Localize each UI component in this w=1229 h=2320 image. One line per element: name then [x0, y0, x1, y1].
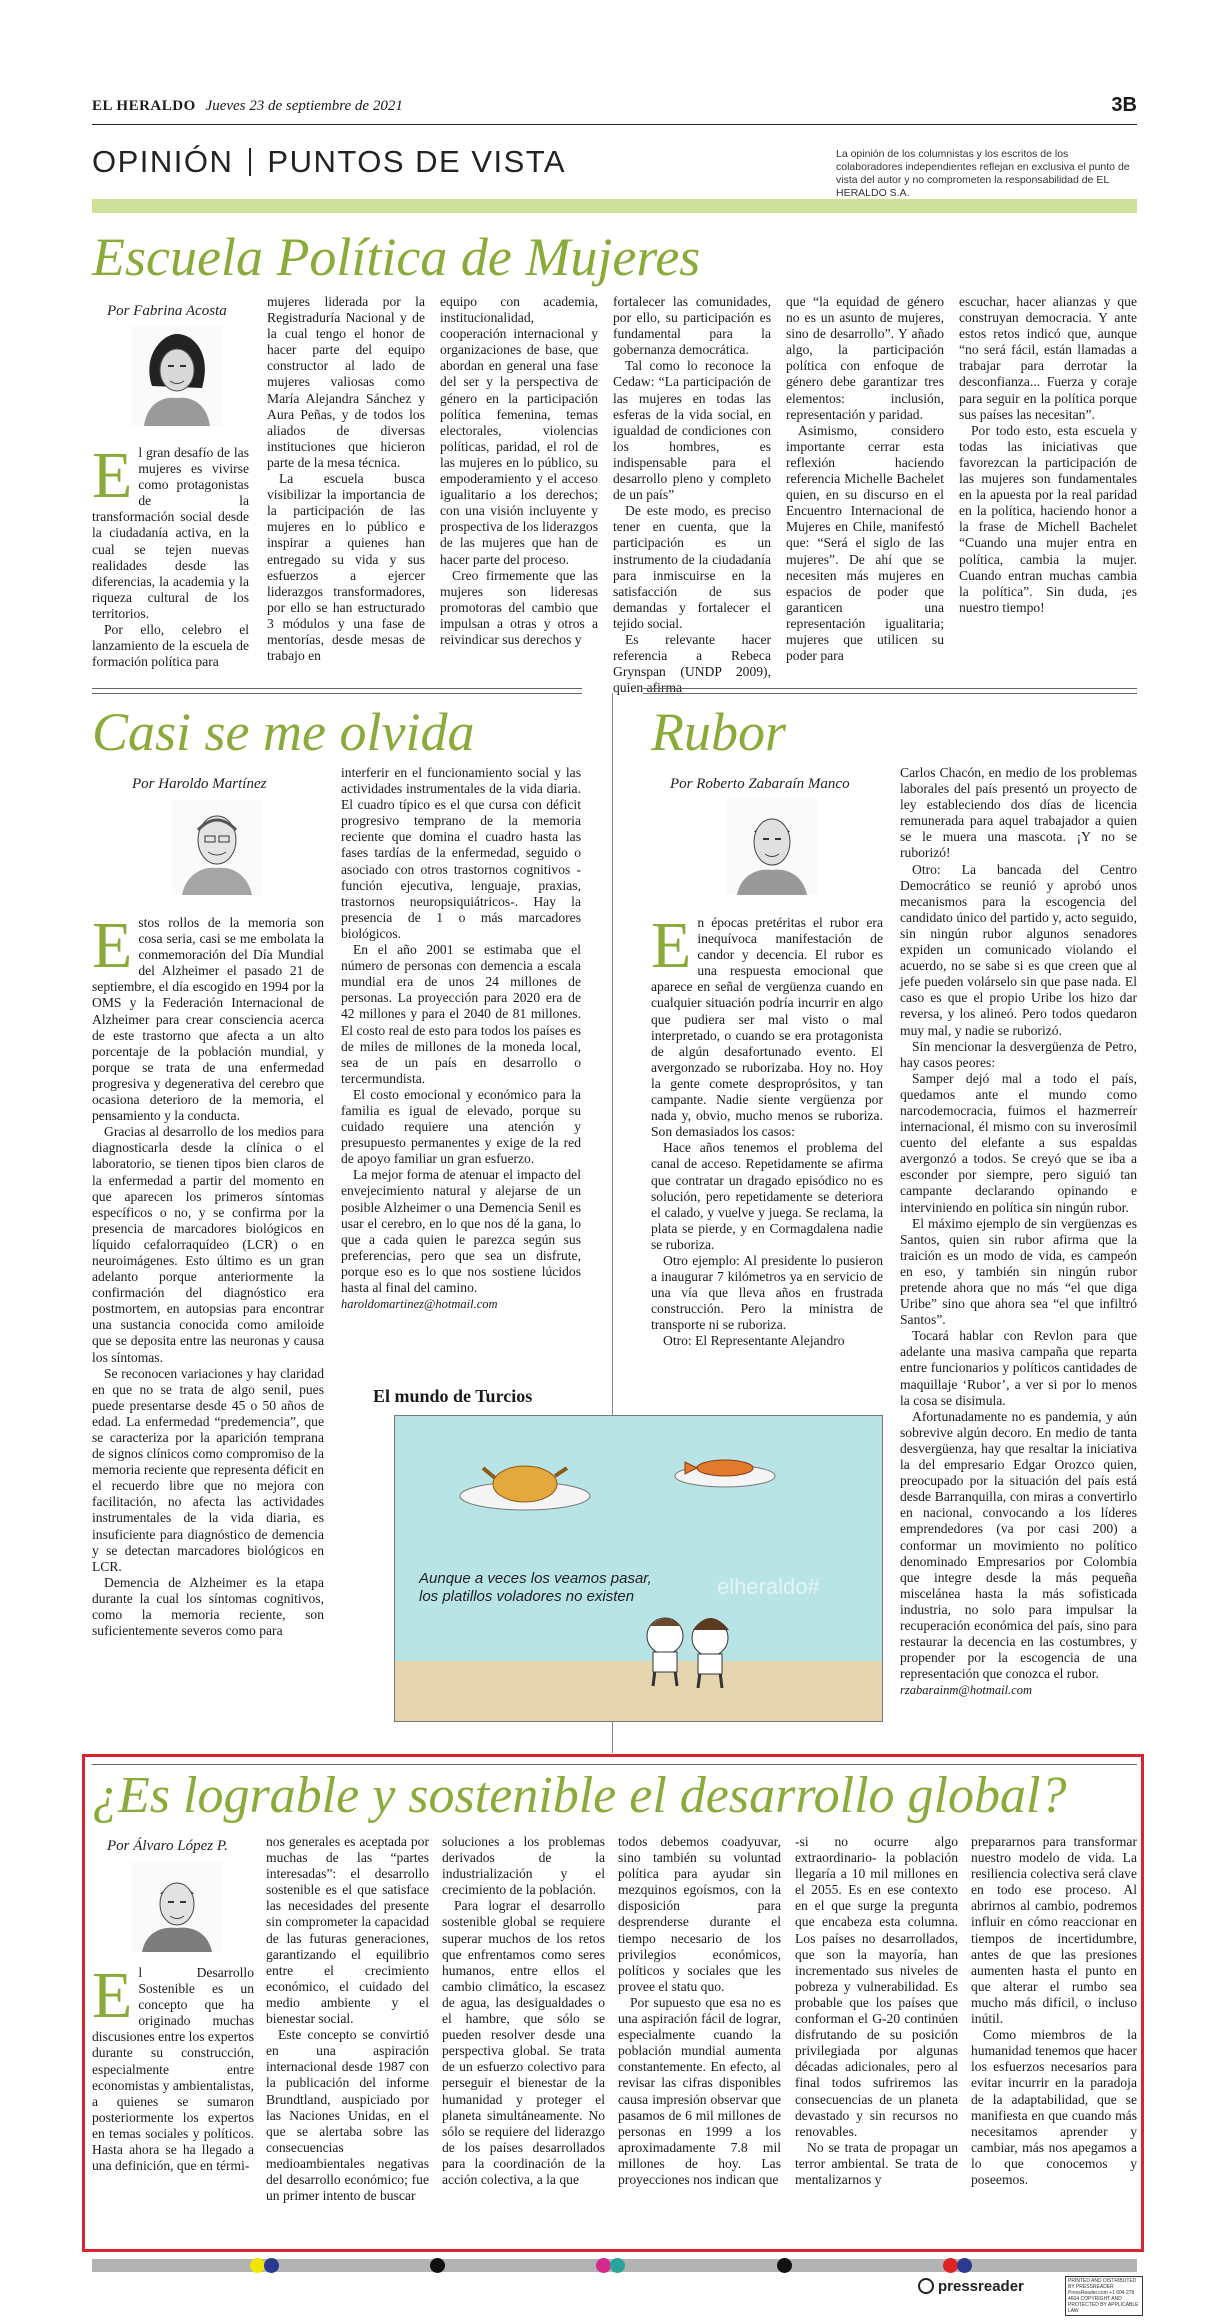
- article-1-column-3: [440, 294, 598, 655]
- paragraph: Hace años tenemos el problema del canal de acceso. Repetidamente se afirma que contratar un dragado episódico no es solución, pero repetidamente se deteriora el calado, y vuelve y juega. Se reclama, la plata se pierde, y en Cormagdalena nadie se ruboriza.: [651, 1140, 883, 1252]
- paragraph: Tal como lo reconoce la Cedaw: “La participación de las mujeres en todas las esferas de la vida social, en igualdad de condiciones con los hombres, es indispensable para el desarrollo pleno y completo de un país”: [613, 358, 771, 503]
- article-4-column-5: [795, 1834, 958, 2244]
- paragraph: Este concepto se convirtió en una aspiración internacional desde 1987 con la publicación del informe Brundtland, auspiciado por las Naciones Unidas, en el que se alertaba sobre las consecuencias medioambientales negativas del desarrollo económico; fue un primer intento de buscar: [266, 2027, 429, 2204]
- paragraph: Demencia de Alzheimer es la etapa durante la cual los síntomas cognitivos, como la memoria reciente, son suficientemente severos como para: [92, 1574, 324, 1639]
- paragraph: Por ello, celebro el lanzamiento de la escuela de formación política para: [92, 622, 249, 670]
- paragraph: Por todo esto, esta escuela y todas las iniciativas que favorezcan la participación de las mujeres son fundamentales en la apuesta por la real paridad en la política, haciendo honor a la frase de Michell Bachelet “Cuando una mujer entra en política, cambia la mujer. Cuando entran muchas cambia la política”. Sin duda, ¡es nuestro tiempo!: [959, 422, 1137, 615]
- paragraph: nos generales es aceptada por muchas de las “partes interesadas”: el desarrollo sostenible es el que satisface las necesidades del presente sin comprometer la capacidad de las futuras generaciones, garantizando el equilibrio entre el crecimiento económico, el cuidado del medio ambiente y el bienestar social.: [266, 1834, 429, 2027]
- paragraph: l gran desafío de las mujeres es vivirse como protagonistas de la transformación social desde la ciudadanía activa, en la cual se tejen nuevas realidades desde las diferencias, la academia y la riqueza cultural de los territorios.: [92, 445, 249, 621]
- article-4-headline: ¿Es lograble y sostenible el desarrollo global?: [92, 1767, 1067, 1824]
- masthead: [92, 94, 1137, 120]
- author-portrait-zabarain: [727, 798, 817, 895]
- paragraph: Gracias al desarrollo de los medios para diagnosticarla desde la clínica o el laboratorio, se tienen tipos bien claros de la enfermedad a partir del momento en que aparecen los primeros síntomas específicos o no, y se confirma por la presencia de marcadores biológicos en líquido cefalorraquídeo (LCR) o en neuroimágenes. Esto último es un gran adelanto porque anteriormente la confirmación del diagnóstico era postmortem, en autopsias para encontrar una sustancia conocida como amiloide que se deposita entre las neuronas y causa los síntomas.: [92, 1124, 324, 1365]
- paragraph: fortalecer las comunidades, por ello, su participación es fundamental para la gobernanza democrática.: [613, 294, 771, 358]
- registration-dot-cyan: [610, 2258, 625, 2273]
- drop-cap: E: [92, 909, 133, 982]
- paragraph: El máximo ejemplo de sin vergüenzas es Santos, quien sin rubor afirma que la traición es un modo de vida, es campeón en eso, y también sin ningún rubor pretende ahora que no más “el que diga Uribe” sino que ahora sea “el que infiltró Santos”.: [900, 1215, 1137, 1328]
- section-title: [92, 144, 566, 180]
- registration-dot-black-2: [777, 2258, 792, 2273]
- paragraph: Tocará hablar con Revlon para que adelante una masiva campaña que reparta entre funcionarios y políticos cantidades de maquillaje ‘Rubor’, a ver si por lo menos la cosa se disimula.: [900, 1328, 1137, 1408]
- paragraph: Otro: La bancada del Centro Democrático se reunió y aprobó unos mecanismos para la escogencia del candidato único del partido y, acto seguido, sin ningún rubor algunos senadores expiden un comunicado violando el acuerdo, no se sabe si es que creen que al jefe pueden volárselo sin que pase nada. El caso es que el propio Uribe los hizo dar reversa, y los alineó. Pero todos quedaron muy mal, y nadie se ruborizó.: [900, 861, 1137, 1038]
- registration-dot-black: [430, 2258, 445, 2273]
- paragraph: Se reconocen variaciones y hay claridad en que no se trata de algo senil, pues puede presentarse desde 45 o 50 años de edad. La enfermedad “predemencia”, que se caracteriza por la aparición temprana de signos clínicos como compromiso de la memoria reciente que representa déficit en el recuerdo libre que no mejora con facilitación, no afecta las actividades instrumentales de la vida diaria, es insuficiente para diagnóstico de demencia y se detectan marcadores biológicos en LCR.: [92, 1365, 324, 1574]
- article-2-column-1: [92, 909, 324, 1760]
- registration-dot-magenta: [596, 2258, 611, 2273]
- article-3-headline: Rubor: [651, 702, 786, 762]
- cartoon-watermark: elheraldo#: [717, 1574, 820, 1599]
- section-green-bar: [92, 199, 1137, 213]
- paragraph: Para lograr el desarrollo sostenible global se requiere superar muchos de los retos que enfrentamos como seres humanos, entre ellos el cambio climático, la escasez de agua, las desigualdades o el hambre, que sólo se pueden resolver desde una perspectiva global. Se trata de un esfuerzo colectivo para perseguir el bienestar de la humanidad y proteger el planeta simultáneamente. No sólo se requiere del liderazgo de los países desarrollados para la coordinación de la acción colectiva, a la que: [442, 1898, 605, 2187]
- paragraph: prepararnos para transformar nuestro modelo de vida. La resiliencia colectiva será clave en todo ese proceso. Al abrirnos al cambio, podremos influir en cómo reaccionar en tiempos de incertidumbre, antes de que las presiones aumenten hasta el punto en que alterar el rumbo sea mucho más difícil, o incluso inútil.: [971, 1834, 1137, 2027]
- article-4-byline: Por Álvaro López P.: [107, 1838, 228, 1854]
- paragraph: Como miembros de la humanidad tenemos que hacer los esfuerzos necesarios para evitar incurrir en la paradoja de la adaptabilidad, que se manifiesta en que cuando más necesitamos aprender y cambiar, más nos apegamos a lo que conocemos y poseemos.: [971, 2027, 1137, 2187]
- paragraph: Otro ejemplo: Al presidente lo pusieron a inaugurar 7 kilómetros ya en servicio de una vía que lleva años en frustrada construcción. Pero la ministra de transporte ni se ruboriza.: [651, 1252, 883, 1333]
- paragraph: -si no ocurre algo extraordinario- la población llegaría a 10 mil millones en el 2055. Es en ese contexto en el que surge la pregunta que encabeza esta columna. Los países no desarrollados, que son la mayoría, han incrementado sus niveles de pobreza y vulnerabilidad. Es probable que los países que conforman el G-20 continúen disfrutando de su posición privilegiada por algunas décadas adicionales, pero al final todos sufriremos las consecuencias de un planeta devastado y sin recursos no renovables.: [795, 1834, 958, 2139]
- paragraph: Creo firmemente que las mujeres son lideresas promotoras del cambio que impulsan a otras y otros a reivindicar sus derechos y: [440, 567, 598, 647]
- article-1-column-6: [959, 294, 1137, 655]
- article-1-column-5: [786, 294, 944, 664]
- article-3-column-2: [900, 765, 1137, 1760]
- article-2-headline: Casi se me olvida: [92, 702, 475, 762]
- cartoon-caption-line-1: Aunque a veces los veamos pasar,: [419, 1570, 652, 1587]
- issue-date: Jueves 23 de septiembre de 2021: [205, 98, 403, 114]
- author-portrait-martinez: [172, 800, 262, 895]
- paragraph: equipo con academia, institucionalidad, cooperación internacional y organizaciones de base, que abordan en general una fase del ser y la perspectiva de género en la participación política femenina, temas electorales, violencias políticas, paridad, el rol de las mujeres en lo público, su empoderamiento y el acceso igualitario a los derechos; con una visión incluyente y prospectiva de los liderazgos de las mujeres que han de hacer parte del proceso.: [440, 294, 598, 567]
- paper-name: EL HERALDO: [92, 98, 196, 114]
- paragraph: Otro: El Representante Alejandro: [663, 1333, 845, 1349]
- registration-dot-yellow: [250, 2258, 265, 2273]
- paragraph: La mejor forma de atenuar el impacto del envejecimiento natural y alejarse de un posible Alzheimer o una Demencia Senil es usar el cerebro, en lo que nos dé la gana, lo que a cada quien le parezca según sus preferencias, pero que sea un disfrute, porque eso es lo que nos sostiene lúcidos hasta al final del camino.: [341, 1167, 581, 1295]
- cartoon-caption-line-2: los platillos voladores no existen: [419, 1588, 635, 1605]
- pressreader-text: pressreader: [938, 2278, 1024, 2295]
- registration-dot-blue: [264, 2258, 279, 2273]
- disclaimer: La opinión de los columnistas y los escritos de los colaboradores independientes reflejan en exclusiva el punto de vista del autor y no comprometen la responsabilidad de EL HERALDO S.A.: [836, 148, 1130, 199]
- article-2-byline: Por Haroldo Martínez: [132, 776, 267, 792]
- paragraph: n épocas pretéritas el rubor era inequívoca manifestación de candor y decencia. El rubor es una respuesta emocional que aparece en señal de vergüenza cuando en cualquier situación podría incurrir en algo que pudiera ser mal visto o mal interpretado, o cuando se era protagonista de algún desafortunado evento. El avergonzado se ruborizaba. Hoy no. Hoy la gente comete desproprósitos, y tan campante. Nadie siente vergüenza por nada y, obvio, mucho menos se ruboriza. Son demasiados los casos:: [651, 915, 883, 1140]
- paragraph: Por supuesto que esa no es una aspiración fácil de lograr, especialmente cuando la población mundial aumenta constantemente. En efecto, al revisar las cifras disponibles causa impresión observar que pasamos de 6 mil millones de personas en 1999 a los aproximadamente 7.8 mil millones de hoy. Las proyecciones nos indican que: [618, 1994, 781, 2187]
- paragraph: Carlos Chacón, en medio de los problemas laborales del país presentó un proyecto de ley estableciendo dos días de licencia remunerada para aquel trabajador a quien se le muera una mascota. ¡Y no se ruborizó!: [900, 765, 1137, 861]
- paragraph: Afortunadamente no es pandemia, y aún sobrevive algún decoro. En medio de tanta desvergüenza, hay que resaltar la iniciativa la del empresario Edgar Orozco quien, preocupado por la situación del país está desde Barranquilla, con miras a convertirlo en nacional, convocando a los líderes emprendedores (va por casi 200) a conformar un movimiento no político denominado Empresarios por Colombia que integre desde la más pequeña miscelánea hasta la más sofisticada industria, no solo para impulsar la recuperación económica del país, sino para restaurar la decencia en las costumbres, y propender por la escogencia de una representación que conozca el rubor.: [900, 1408, 1137, 1682]
- paragraph: Samper dejó mal a todo el país, quedamos ante el mundo como narcodemocracia, fuimos el hazmerreír internacional, él mismo con su inverosímil cuento del elefante a sus espaldas avergonzó a todos. Se creyó que se iba a esconder por siempre, pero siguió tan campante declarando opinando e interviniendo en política sin ningún rubor.: [900, 1070, 1137, 1215]
- paragraph: l Desarrollo Sostenible es un concepto que ha originado muchas discusiones entre los expertos durante su construcción, especialmente entre economistas y ambientalistas, a quienes se sumaron posteriormente los expertos en temas sociales y políticos. Hasta ahora se ha llegado a una definición, que en térmi-: [92, 1965, 254, 2174]
- paragraph: Es relevante hacer referencia a Rebeca Grynspan (UNDP 2009), quien afirma: [613, 631, 771, 696]
- paragraph: El costo emocional y económico para la familia es igual de elevado, porque su cuidado requiere una atención y presupuesto permanentes y exige de la red de apoyo familiar un gran esfuerzo.: [341, 1086, 581, 1167]
- paragraph: La escuela busca visibilizar la importancia de la participación de las mujeres en lo público e inspirar a quienes han entregado su vida y sus esfuerzos a ejercer liderazgos transformadores, por ello se han estructurado 3 módulos y una fase de mentorías, desde mesas de trabajo en: [267, 471, 425, 664]
- article-1-headline: Escuela Política de Mujeres: [92, 227, 701, 287]
- drop-cap: E: [651, 909, 692, 982]
- author-email: haroldomartinez@hotmail.com: [341, 1297, 498, 1312]
- paragraph: stos rollos de la memoria son cosa seria, casi se me embolata la conmemoración del Día Mundial del Alzheimer el pasado 21 de septiembre, el día escogido en 1994 por la OMS y la Federación Internacional de Alzheimer para crear consciencia acerca de este trastorno que afecta a un alto porcentaje de la población mundial, y porque se trata de una enfermedad progresiva y degenerativa del cerebro que ocasiona deterioro de la memoria, el pensamiento y la conducta.: [92, 915, 324, 1124]
- article-4-column-4: [618, 1834, 781, 2244]
- masthead-rule: [92, 124, 1137, 125]
- author-portrait-lopez: [132, 1862, 222, 1952]
- section-right: PUNTOS DE VISTA: [267, 144, 567, 179]
- pressreader-icon: [918, 2278, 934, 2294]
- page-number: 3B: [1111, 94, 1137, 116]
- section-left: OPINIÓN: [92, 144, 234, 179]
- drop-cap: E: [92, 1959, 133, 2032]
- paragraph: que “la equidad de género no es un asunto de mujeres, sino de desarrollo”. Y añado algo, la participación política con enfoque de género debe garantizar tres elementos: inclusión, representación y paridad.: [786, 294, 944, 422]
- paragraph: interferir en el funcionamiento social y las actividades instrumentales de la vida diaria. El cuadro típico es el que cursa con déficit progresivo temprano de la memoria reciente que domina el cuadro hasta las fases tardías de la enfermedad, seguido o asociado con otros trastornos cognitivos -función ejecutiva, lenguaje, praxias, trastornos neuropsiquiátricos-. Hay la presencia de 1 o más marcadores biológicos.: [341, 765, 581, 941]
- section-separator: [249, 148, 251, 176]
- cartoon-image: [394, 1415, 883, 1722]
- article-4-column-2: [266, 1834, 429, 2244]
- article-1-column-1: [92, 439, 249, 670]
- article-divider-left: [92, 688, 582, 694]
- paragraph: No se trata de propagar un terror ambiental. Se trata de mentalizarnos y: [795, 2139, 958, 2187]
- registration-dot-red: [943, 2258, 958, 2273]
- registration-dot-blue-2: [957, 2258, 972, 2273]
- paragraph: De este modo, es preciso tener en cuenta, que la participación es un instrumento de la ciudadanía para inmiscuirse en la satisfacción de sus demandas y fortalecer el tejido social.: [613, 503, 771, 631]
- cartoon-caption: [419, 1570, 719, 1606]
- article-3-column-1: [651, 909, 883, 1400]
- article-4-column-3: [442, 1834, 605, 2244]
- article-4-column-6: [971, 1834, 1137, 2244]
- article-1-byline: Por Fabrina Acosta: [107, 303, 227, 319]
- paragraph: todos debemos coadyuvar, sino también su voluntad política para ayudar sin mezquinos egoísmos, con la disposición para desprenderse durante el tiempo necesario de los privilegios económicos, políticos y sociales que les provee el statu quo.: [618, 1834, 781, 1994]
- article-1-column-4: [613, 294, 771, 696]
- article-2-column-2: [341, 765, 581, 1350]
- article-1-column-2: [267, 294, 425, 664]
- paragraph: Asimismo, considero importante cerrar esta reflexión haciendo referencia Michelle Bachelet quien, en su discurso en el Encuentro Internacional de Mujeres en Chile, manifestó que: “Será el siglo de las mujeres”. De ahí que se necesiten más mujeres en espacios de poder que garanticen una representación igualitaria; mujeres que utilicen su poder para: [786, 422, 944, 664]
- author-email: rzabarainm@hotmail.com: [900, 1683, 1032, 1698]
- paragraph: En el año 2001 se estimaba que el número de personas con demencia a escala mundial era de unos 24 millones de personas. La proyección para 2020 era de 42 millones y para el 2040 de 81 millones. El costo real de esto para todos los países es de miles de millones de la moneda local, sea de un país en desarrollo o tercermundista.: [341, 942, 581, 1086]
- article-divider-right: [643, 688, 1137, 694]
- paragraph: escuchar, hacer alianzas y que construyan democracia. Y ante estos retos indicó que, aunque “no será fácil, están llamadas a trabajar para derrotar la desconfianza... Fuerza y coraje para seguir en la política porque sus países las necesitan”.: [959, 294, 1137, 422]
- drop-cap: E: [92, 439, 133, 512]
- cartoon-title: El mundo de Turcios: [373, 1386, 533, 1406]
- article-4-column-1: [92, 1959, 254, 2243]
- paragraph: mujeres liderada por la Registraduría Nacional y de la cual tengo el honor de hacer parte del equipo constructor al lado de mujeres valiosas como María Alejandra Sánchez y Aura Peñas, y de todos los aliados de diversas instituciones que hicieron parte de la mesa técnica.: [267, 294, 425, 470]
- paragraph: Sin mencionar la desvergüenza de Petro, hay casos peores:: [900, 1038, 1137, 1070]
- author-portrait-acosta: [132, 326, 222, 426]
- pressreader-logo: [918, 2278, 1024, 2295]
- article-3-byline: Por Roberto Zabaraín Manco: [670, 776, 850, 792]
- print-note: PRINTED AND DISTRIBUTED BY PRESSREADER PressReader.com +1 604 278 4604 COPYRIGHT AND PROTECTED BY APPLICABLE LAW: [1065, 2276, 1143, 2316]
- paragraph: soluciones a los problemas derivados de la industrialización y el crecimiento de la población.: [442, 1834, 605, 1898]
